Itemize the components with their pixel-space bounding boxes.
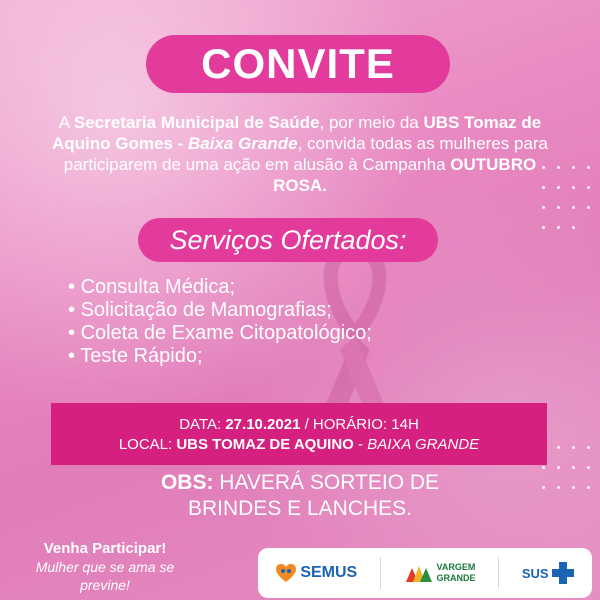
ubs-name: UBS Tomaz de Aquino Gomes - [51,113,542,153]
event-location: UBS TOMAZ DE AQUINO [176,436,354,453]
org-name: Secretaria Municipal de Saúde [73,113,320,132]
title-banner [146,35,450,93]
date-line: DATA: 27.10.2021 / HORÁRIO: 14H [179,416,419,433]
people-icon [404,562,434,584]
semus-logo [275,563,357,583]
campaign-name: OUTUBRO ROSA. [273,155,537,195]
divider [380,557,381,589]
event-date: 27.10.2021 [225,416,301,433]
cta-headline: Venha Participar! [43,540,167,557]
call-to-action [10,540,200,594]
list-item: • Consulta Médica; [68,276,372,299]
list-item: • Coleta de Exame Citopatológico; [68,322,372,345]
services-list [68,276,372,368]
event-info-box [51,403,547,465]
vargem-text: VARGEM [436,562,476,572]
place-name: Baixa Grande [187,134,298,153]
semus-logo-text: SEMUS [300,564,358,581]
grande-text: GRANDE [436,573,476,583]
vargem-grande-logo [404,562,476,584]
intro-text: A Secretaria Municipal de Saúde, por meio da UBS Tomaz de Aquino Gomes - Baixa Grande, convida todas as mulheres para participarem de uma ação em alusão à Campanha OUTUBRO ROSA. [51,113,549,195]
heart-icon [275,563,297,583]
services-heading: Serviços Ofertados: [169,224,407,255]
cta-slogan-end: previne! [80,577,130,593]
event-place: BAIXA GRANDE [367,436,480,453]
observation-note: OBS: HAVERÁ SORTEIO DE BRINDES E LANCHES. [160,471,440,520]
list-item: • Teste Rápido; [68,345,372,368]
page-title: CONVITE [201,40,395,87]
divider [498,557,499,589]
sus-logo [522,561,575,585]
location-line: LOCAL: UBS TOMAZ DE AQUINO - BAIXA GRANDE [118,436,480,453]
cta-slogan: Mulher que se ama se [35,559,175,575]
services-heading-banner [138,218,438,262]
list-item: • Solicitação de Mamografias; [68,299,372,322]
obs-label: OBS: [160,471,214,494]
cross-icon [551,561,575,585]
sus-logo-text: SUS [521,565,549,581]
sponsor-logos [258,548,592,598]
